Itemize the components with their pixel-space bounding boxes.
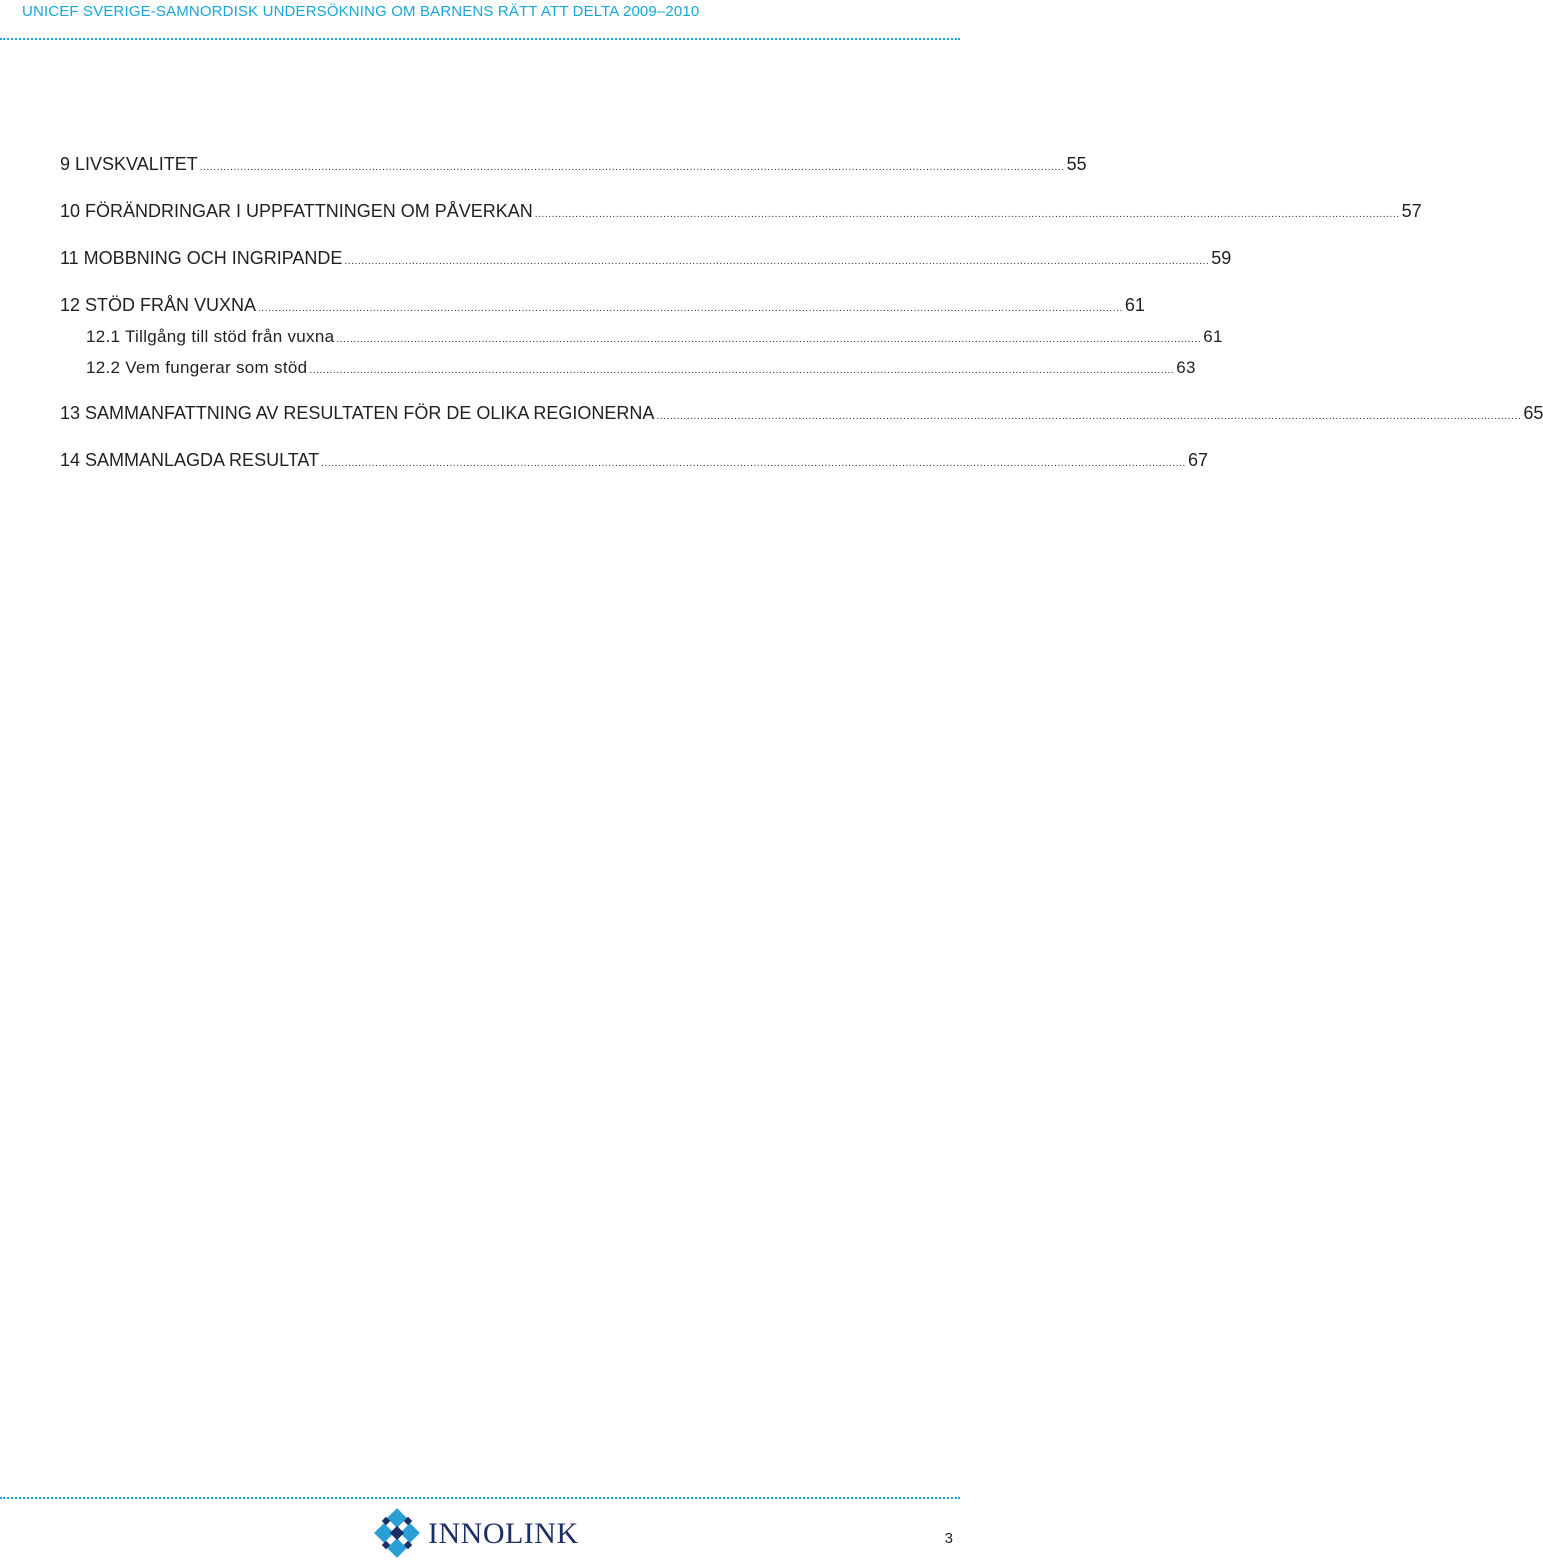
toc-entry[interactable] <box>60 446 1208 475</box>
toc-subentry[interactable] <box>60 353 1196 382</box>
dot-leader: ................................................................................................................................................................................................................................................................ <box>258 303 1123 314</box>
dot-leader: ................................................................................................................................................................................................................................................................ <box>336 334 1202 345</box>
toc-entry-title: 12.2 Vem fungerar som stöd <box>86 358 308 377</box>
toc-subentry[interactable] <box>60 322 1223 351</box>
toc-entry-page: 65 <box>1523 403 1543 423</box>
innolink-logo-icon <box>374 1509 420 1559</box>
toc-entry-page: 55 <box>1066 154 1087 174</box>
toc-entry[interactable] <box>60 291 1145 320</box>
toc-entry[interactable] <box>60 197 1422 226</box>
toc-entry-page: 57 <box>1401 201 1422 221</box>
dot-leader: ................................................................................................................................................................................................................................................................ <box>534 209 1400 220</box>
table-of-contents <box>60 150 1543 475</box>
toc-entry-title: 11 MOBBNING OCH INGRIPANDE <box>60 248 343 268</box>
toc-entry-title: 13 SAMMANFATTNING AV RESULTATEN FÖR DE OLIKA REGIONERNA <box>60 403 655 423</box>
running-header: UNICEF SVERIGE-SAMNORDISK UNDERSÖKNING OM BARNENS RÄTT ATT DELTA 2009–2010 <box>22 3 700 20</box>
toc-entry-title: 9 LIVSKVALITET <box>60 154 198 174</box>
toc-entry[interactable] <box>60 244 1232 273</box>
logo-wordmark: INNOLINK <box>428 1517 579 1550</box>
toc-entry[interactable] <box>60 150 1087 179</box>
toc-entry-page: 61 <box>1203 327 1223 346</box>
dot-leader: ................................................................................................................................................................................................................................................................ <box>656 411 1522 422</box>
innolink-logo <box>374 1508 579 1560</box>
page-number: 3 <box>944 1530 953 1547</box>
toc-entry-page: 67 <box>1187 450 1208 470</box>
dot-leader: ................................................................................................................................................................................................................................................................ <box>344 256 1210 267</box>
toc-entry-title: 12 STÖD FRÅN VUXNA <box>60 295 257 315</box>
toc-entry-page: 61 <box>1124 295 1145 315</box>
toc-entry-title: 14 SAMMANLAGDA RESULTAT <box>60 450 320 470</box>
toc-entry[interactable] <box>60 399 1543 428</box>
dot-leader: ................................................................................................................................................................................................................................................................ <box>309 365 1175 376</box>
toc-entry-title: 10 FÖRÄNDRINGAR I UPPFATTNINGEN OM PÅVERKAN <box>60 201 533 221</box>
footer-divider <box>0 1497 960 1499</box>
dot-leader: ................................................................................................................................................................................................................................................................ <box>199 162 1065 173</box>
toc-entry-title: 12.1 Tillgång till stöd från vuxna <box>86 327 335 346</box>
dot-leader: ................................................................................................................................................................................................................................................................ <box>321 458 1186 469</box>
toc-entry-page: 59 <box>1211 248 1232 268</box>
toc-entry-page: 63 <box>1176 358 1196 377</box>
header-divider <box>0 38 960 40</box>
